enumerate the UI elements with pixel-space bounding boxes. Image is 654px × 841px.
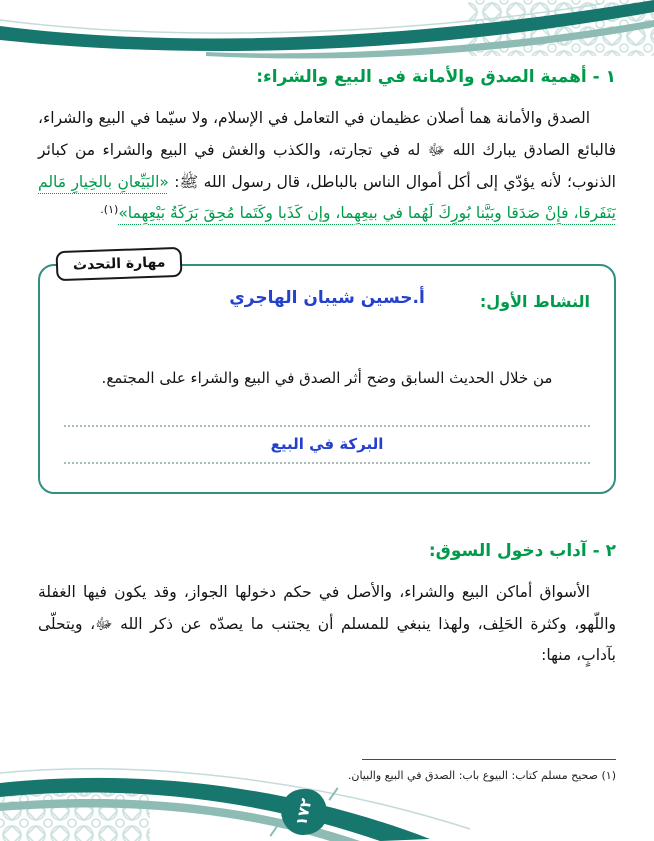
activity-header [64,288,590,322]
geometric-pattern-bottom-left [0,791,150,841]
answer-writing-line [64,425,590,427]
speaking-skill-badge: مهارة التحدث [56,247,183,281]
activity-label: النشاط الأول: [479,292,590,312]
teacher-name-handwriting: أ.حسين شيبان الهاجري [229,288,425,309]
footnote-divider [362,759,616,760]
footnote-area [38,759,616,785]
student-answer-handwriting: البركة في البيع [64,435,590,464]
section2-heading: ٢ - آداب دخول السوق: [428,540,616,561]
activity-box [38,254,616,494]
activity-prompt: من خلال الحديث السابق وضح أثر الصدق في البيع والشراء على المجتمع. [101,369,553,388]
page-number: ١٧٢ [292,796,316,828]
hadith-quote: «البَيِّعانِ بالخِيارِ مَالم يَتَفَرقا، فإِنْ صَدَقا وبَيَّنا بُورِكَ لَهُما في بيعِهِما، وإن كَذَبا وكَتَما مُحِقَ بَرَكَةُ بَيْعِهِما» [38,172,616,223]
page-number-badge [281,789,327,835]
section1-heading: ١ - أهمية الصدق والأمانة في البيع والشراء: [256,67,616,87]
section2-paragraph: الأسواق أماكن البيع والشراء، والأصل في حكم دخولها الجواز، وقد يكون فيها الغفلة واللّهو، وكثرة الحَلِف، ولهذا ينبغي للمسلم أن يجتنب ما يصدّه عن ذكر الله ﷻ، ويتحلّى بآدابٍ، منها: [38,582,616,665]
page-content [38,64,616,672]
hadith-footnote-ref: (١). [100,203,119,217]
section1-text: الصدق والأمانة هما أصلان عظيمان في التعامل في الإسلام، ولا سيّما في البيع والشراء، فالبائع الصادق يبارك الله ﷻ له في تجارته، والكذب والغش في البيع والشراء من كبائر الذنوب؛ لأنه يؤدّي إلى أكل أموال الناس بالباطل، قال رسول الله ﷺ: [38,109,616,191]
footnote-text: (١) صحيح مسلم كتاب: البيوع باب: الصدق في البيع والبيان. [347,769,616,783]
section1-paragraph [38,103,616,230]
